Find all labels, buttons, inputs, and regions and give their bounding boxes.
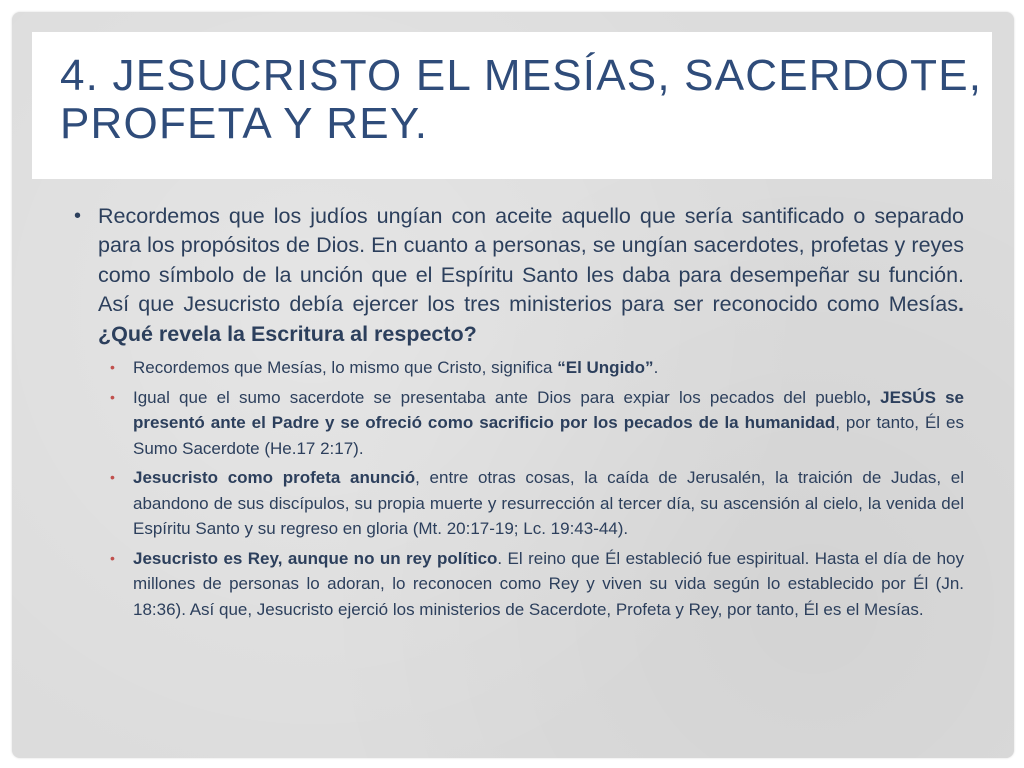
slide xyxy=(12,12,1014,758)
sub-bullet-bold: Jesucristo como profeta anunció xyxy=(133,468,416,488)
main-bullet-question: . ¿Qué revela la Escritura al respecto? xyxy=(98,292,964,346)
sub-bullet-text: . El reino que Él estableció fue espiritual. Hasta el día de hoy millones de personas lo adoran, lo reconocen como Rey y viven su vida según lo establecido por Él (Jn. 18:36). Así que, Jesucristo ejerció los ministerios de Sacerdote, Profeta y Rey, por tanto, Él es el Mesías. xyxy=(133,548,964,619)
sub-bullet-text: , por tanto, Él es Sumo Sacerdote (He.17 2:17). xyxy=(133,413,964,458)
sub-bullet-text: Igual que el sumo sacerdote se presentaba ante Dios para expiar los pecados del pueblo xyxy=(133,387,867,407)
bullet-icon: • xyxy=(110,388,115,405)
sub-bullet-priest xyxy=(108,385,964,462)
sub-bullet-bold: , JESÚS se presentó ante el Padre y se ofreció como sacrificio por los pecados de la humanidad xyxy=(133,387,965,433)
sub-bullet-text: , entre otras cosas, la caída de Jerusalén, la traición de Judas, el abandono de sus discípulos, su propia muerte y resurrección al tercer día, su ascensión al cielo, la venida del Espíritu Santo y su regreso en gloria (Mt. 20:17-19; Lc. 19:43-44). xyxy=(133,468,964,539)
sub-bullet-text: Recordemos que Mesías, lo mismo que Cristo, significa xyxy=(133,358,558,378)
sub-bullet-text: . xyxy=(653,358,659,378)
title-box xyxy=(32,32,992,179)
sub-bullet-meaning xyxy=(108,355,964,381)
sub-bullet-prophet xyxy=(108,465,964,542)
sub-bullet-list xyxy=(108,355,964,622)
slide-content xyxy=(74,202,964,626)
bullet-icon: • xyxy=(74,205,82,227)
sub-bullet-bold: Jesucristo es Rey, aunque no un rey político xyxy=(133,548,498,568)
bullet-icon: • xyxy=(110,469,115,486)
sub-bullet-bold: “El Ungido” xyxy=(557,358,654,378)
bullet-icon: • xyxy=(110,359,115,376)
main-bullet-text: Recordemos que los judíos ungían con aceite aquello que sería santificado o separado para los propósitos de Dios. En cuanto a personas, se ungían sacerdotes, profetas y reyes como símbolo de la unción que el Espíritu Santo les daba para desempeñar su función. Así que Jesucristo debía ejercer los tres ministerios para ser reconocido como Mesías xyxy=(98,204,964,317)
sub-bullet-king xyxy=(108,546,964,623)
slide-title: 4. JESUCRISTO EL MESÍAS, SACERDOTE, PROFETA Y REY. xyxy=(60,51,983,148)
bullet-icon: • xyxy=(110,549,115,566)
main-bullet xyxy=(74,202,964,349)
